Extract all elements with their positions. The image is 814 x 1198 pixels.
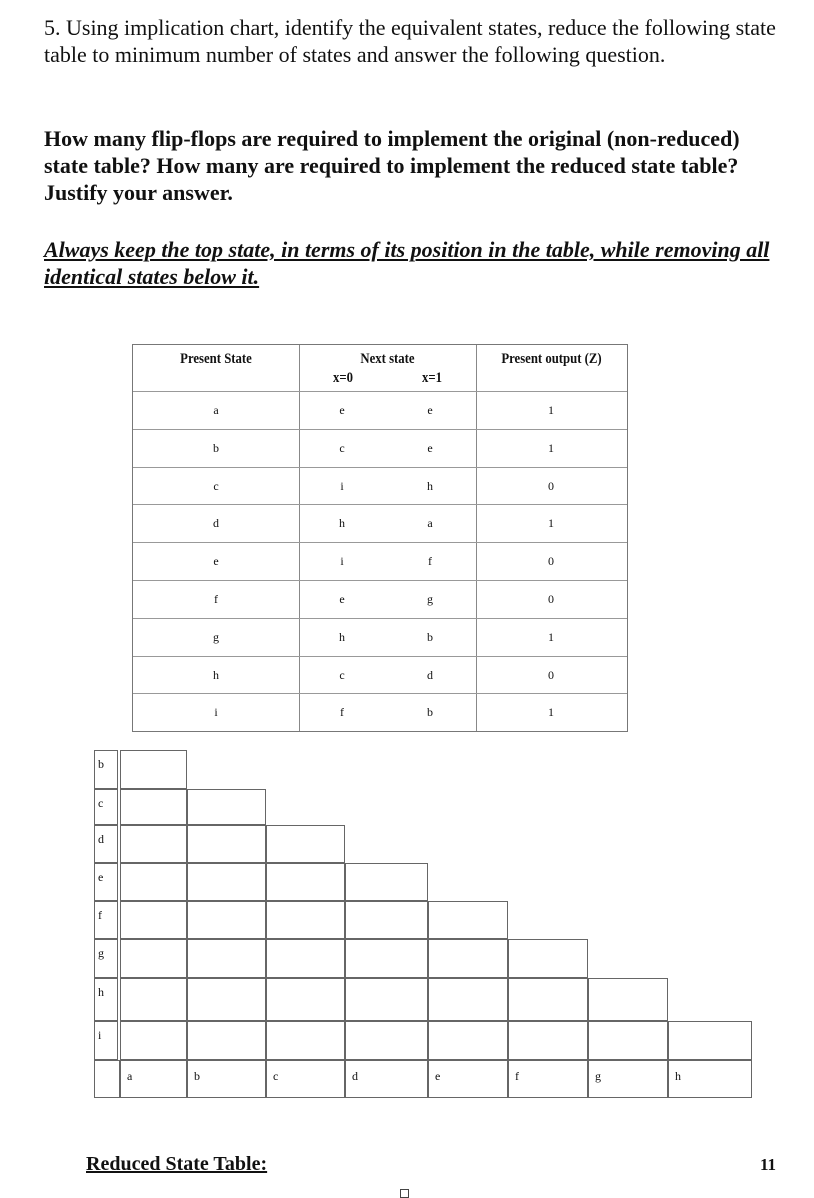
column-divider bbox=[299, 345, 300, 731]
next-state-x1-cell: g bbox=[427, 592, 433, 606]
implication-cell[interactable] bbox=[187, 1021, 266, 1060]
implication-cell[interactable] bbox=[266, 901, 345, 939]
chart-column-label-cell bbox=[120, 1060, 187, 1098]
implication-cell[interactable] bbox=[428, 939, 508, 978]
x0-header: x=0 bbox=[332, 370, 354, 386]
chart-row-label: g bbox=[94, 939, 118, 978]
row-divider bbox=[133, 618, 627, 619]
implication-cell[interactable] bbox=[187, 863, 266, 901]
implication-cell[interactable] bbox=[345, 863, 428, 901]
x1-header: x=1 bbox=[421, 370, 443, 386]
chart-column-label: d bbox=[352, 1069, 358, 1083]
row-divider bbox=[133, 542, 627, 543]
reduced-state-table-title: Reduced State Table: bbox=[86, 1153, 268, 1175]
next-state-x0-cell: e bbox=[339, 592, 345, 606]
implication-cell[interactable] bbox=[266, 1021, 345, 1060]
chart-column-label-cell bbox=[588, 1060, 668, 1098]
state-table bbox=[132, 344, 628, 732]
implication-cell[interactable] bbox=[345, 1021, 428, 1060]
implication-cell[interactable] bbox=[345, 901, 428, 939]
row-divider bbox=[133, 429, 627, 430]
chart-column-label: f bbox=[515, 1069, 519, 1083]
next-state-x1-cell: e bbox=[427, 440, 433, 455]
implication-cell[interactable] bbox=[428, 978, 508, 1021]
output-cell: 0 bbox=[548, 478, 554, 493]
next-state-x1-cell: h bbox=[427, 478, 433, 493]
row-divider bbox=[133, 693, 627, 694]
chart-column-label-cell bbox=[345, 1060, 428, 1098]
implication-cell[interactable] bbox=[266, 863, 345, 901]
next-state-x1-cell: d bbox=[427, 667, 433, 682]
cursor-box-icon bbox=[400, 1189, 409, 1198]
output-cell: 1 bbox=[548, 403, 554, 417]
implication-cell[interactable] bbox=[120, 825, 187, 863]
implication-cell[interactable] bbox=[428, 901, 508, 939]
implication-cell[interactable] bbox=[120, 901, 187, 939]
next-state-x0-cell: f bbox=[340, 705, 344, 720]
chart-row-label: b bbox=[94, 750, 118, 789]
present-state-cell: e bbox=[213, 554, 219, 569]
next-state-x1-cell: b bbox=[427, 705, 433, 720]
implication-cell[interactable] bbox=[187, 978, 266, 1021]
output-cell: 0 bbox=[548, 667, 554, 682]
implication-cell[interactable] bbox=[668, 1021, 752, 1060]
chart-column-label: a bbox=[127, 1069, 133, 1083]
implication-cell[interactable] bbox=[120, 1021, 187, 1060]
present-state-cell: f bbox=[214, 592, 218, 606]
chart-column-label: c bbox=[273, 1069, 279, 1083]
implication-cell[interactable] bbox=[508, 978, 588, 1021]
present-state-header: Present State bbox=[180, 351, 252, 367]
implication-cell[interactable] bbox=[120, 939, 187, 978]
chart-row-label: f bbox=[94, 901, 118, 939]
implication-cell[interactable] bbox=[187, 939, 266, 978]
present-state-cell: h bbox=[213, 667, 219, 682]
implication-cell[interactable] bbox=[120, 789, 187, 825]
implication-cell[interactable] bbox=[120, 750, 187, 789]
chart-row-label: i bbox=[94, 1021, 118, 1060]
present-state-cell: g bbox=[213, 629, 219, 644]
implication-cell[interactable] bbox=[428, 1021, 508, 1060]
implication-cell[interactable] bbox=[266, 939, 345, 978]
chart-column-label-cell bbox=[266, 1060, 345, 1098]
implication-cell[interactable] bbox=[508, 939, 588, 978]
question-text: 5. Using implication chart, identify the equivalent states, reduce the following state table to minimum number of states and answer the following question. bbox=[44, 15, 776, 67]
next-state-x0-cell: h bbox=[339, 516, 345, 531]
chart-column-label: e bbox=[435, 1069, 441, 1083]
chart-column-label-cell bbox=[508, 1060, 588, 1098]
page-number: 11 bbox=[760, 1155, 777, 1174]
flip-flop-question: How many flip-flops are required to implement the original (non-reduced) state table? How many are required to implement the reduced state table? Justify your answer. bbox=[44, 126, 740, 205]
chart-column-label: g bbox=[595, 1069, 601, 1083]
chart-row-label: d bbox=[94, 825, 118, 863]
chart-column-label: h bbox=[675, 1069, 681, 1083]
implication-cell[interactable] bbox=[266, 978, 345, 1021]
next-state-x1-cell: a bbox=[427, 516, 433, 531]
implication-cell[interactable] bbox=[508, 1021, 588, 1060]
implication-cell[interactable] bbox=[345, 978, 428, 1021]
implication-cell[interactable] bbox=[588, 1021, 668, 1060]
output-cell: 1 bbox=[548, 705, 554, 720]
output-cell: 1 bbox=[548, 516, 554, 531]
next-state-x0-cell: e bbox=[339, 403, 345, 417]
next-state-x0-cell: i bbox=[340, 554, 344, 569]
next-state-x1-cell: f bbox=[428, 554, 432, 569]
column-divider bbox=[476, 345, 477, 731]
present-state-cell: d bbox=[213, 516, 219, 531]
implication-cell[interactable] bbox=[187, 825, 266, 863]
implication-cell[interactable] bbox=[588, 978, 668, 1021]
header-divider bbox=[133, 391, 627, 392]
output-cell: 1 bbox=[548, 440, 554, 455]
chart-row-label: h bbox=[94, 978, 118, 1021]
present-state-cell: c bbox=[213, 478, 219, 493]
implication-cell[interactable] bbox=[187, 789, 266, 825]
implication-cell[interactable] bbox=[345, 939, 428, 978]
output-cell: 0 bbox=[548, 592, 554, 606]
row-divider bbox=[133, 656, 627, 657]
chart-column-label-cell bbox=[428, 1060, 508, 1098]
implication-cell[interactable] bbox=[120, 978, 187, 1021]
output-cell: 0 bbox=[548, 554, 554, 569]
implication-cell[interactable] bbox=[120, 863, 187, 901]
next-state-x0-cell: i bbox=[340, 478, 344, 493]
chart-column-label-cell bbox=[187, 1060, 266, 1098]
next-state-x1-cell: e bbox=[427, 403, 433, 417]
next-state-x1-cell: b bbox=[427, 629, 433, 644]
present-state-cell: i bbox=[214, 705, 218, 720]
chart-row-label: e bbox=[94, 863, 118, 901]
row-divider bbox=[133, 467, 627, 468]
output-header: Present output (Z) bbox=[501, 351, 602, 367]
chart-row-label: c bbox=[94, 789, 118, 825]
present-state-cell: a bbox=[213, 403, 219, 417]
row-divider bbox=[133, 504, 627, 505]
instruction-text: Always keep the top state, in terms of its position in the table, while removing all identical states below it. bbox=[44, 237, 770, 289]
row-divider bbox=[133, 580, 627, 581]
chart-column-label-cell bbox=[668, 1060, 752, 1098]
present-state-cell: b bbox=[213, 440, 219, 455]
next-state-header: Next state bbox=[360, 351, 415, 367]
output-cell: 1 bbox=[548, 629, 554, 644]
next-state-x0-cell: c bbox=[339, 667, 345, 682]
chart-column-label: b bbox=[194, 1069, 200, 1083]
next-state-x0-cell: h bbox=[339, 629, 345, 644]
implication-cell[interactable] bbox=[187, 901, 266, 939]
next-state-x0-cell: c bbox=[339, 440, 345, 455]
chart-corner-cell bbox=[94, 1060, 120, 1098]
implication-cell[interactable] bbox=[266, 825, 345, 863]
